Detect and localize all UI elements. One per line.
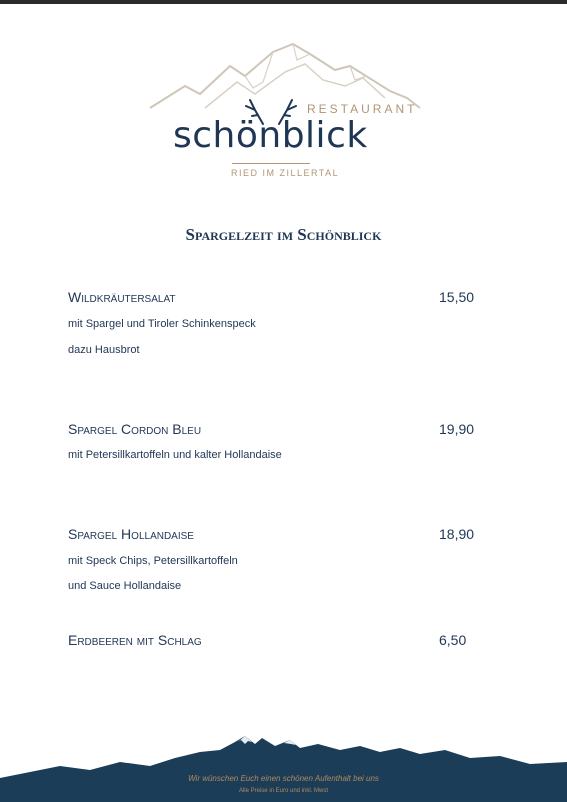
restaurant-logo [145, 36, 425, 186]
footer-note: Wir wünschen Euch einen schönen Aufenthalt bei uns [188, 774, 379, 783]
menu-item-description: mit Spargel und Tiroler Schinkenspeck [68, 318, 256, 330]
menu-item-name: Spargel Cordon Bleu [68, 421, 202, 437]
menu-item-name: Wildkräutersalat [68, 289, 176, 305]
menu-item-name: Spargel Hollandaise [68, 526, 194, 542]
menu-item-price: 6,50 [439, 632, 467, 648]
logo-place: RIED IM ZILLERTAL [231, 168, 340, 178]
top-border [0, 0, 567, 4]
menu-item-price: 18,90 [439, 526, 475, 542]
menu-item-description: mit Petersillkartoffeln und kalter Hollandaise [68, 449, 282, 461]
menu-item-description: dazu Hausbrot [68, 344, 140, 356]
logo-name: schönblick [173, 115, 368, 156]
menu-item-name: Erdbeeren mit Schlag [68, 632, 202, 648]
menu-item-price: 15,50 [439, 289, 475, 305]
menu-item-price: 19,90 [439, 421, 475, 437]
menu-item-description: mit Speck Chips, Petersillkartoffeln [68, 555, 238, 567]
logo-restaurant-label: RESTAURANT [307, 102, 418, 116]
page-title: Spargelzeit im Schönblick [185, 225, 382, 244]
menu-item-description: und Sauce Hollandaise [68, 580, 182, 592]
logo-divider [232, 163, 310, 164]
footer-price-note: Alle Preise in Euro und inkl. Mwst [238, 788, 329, 794]
